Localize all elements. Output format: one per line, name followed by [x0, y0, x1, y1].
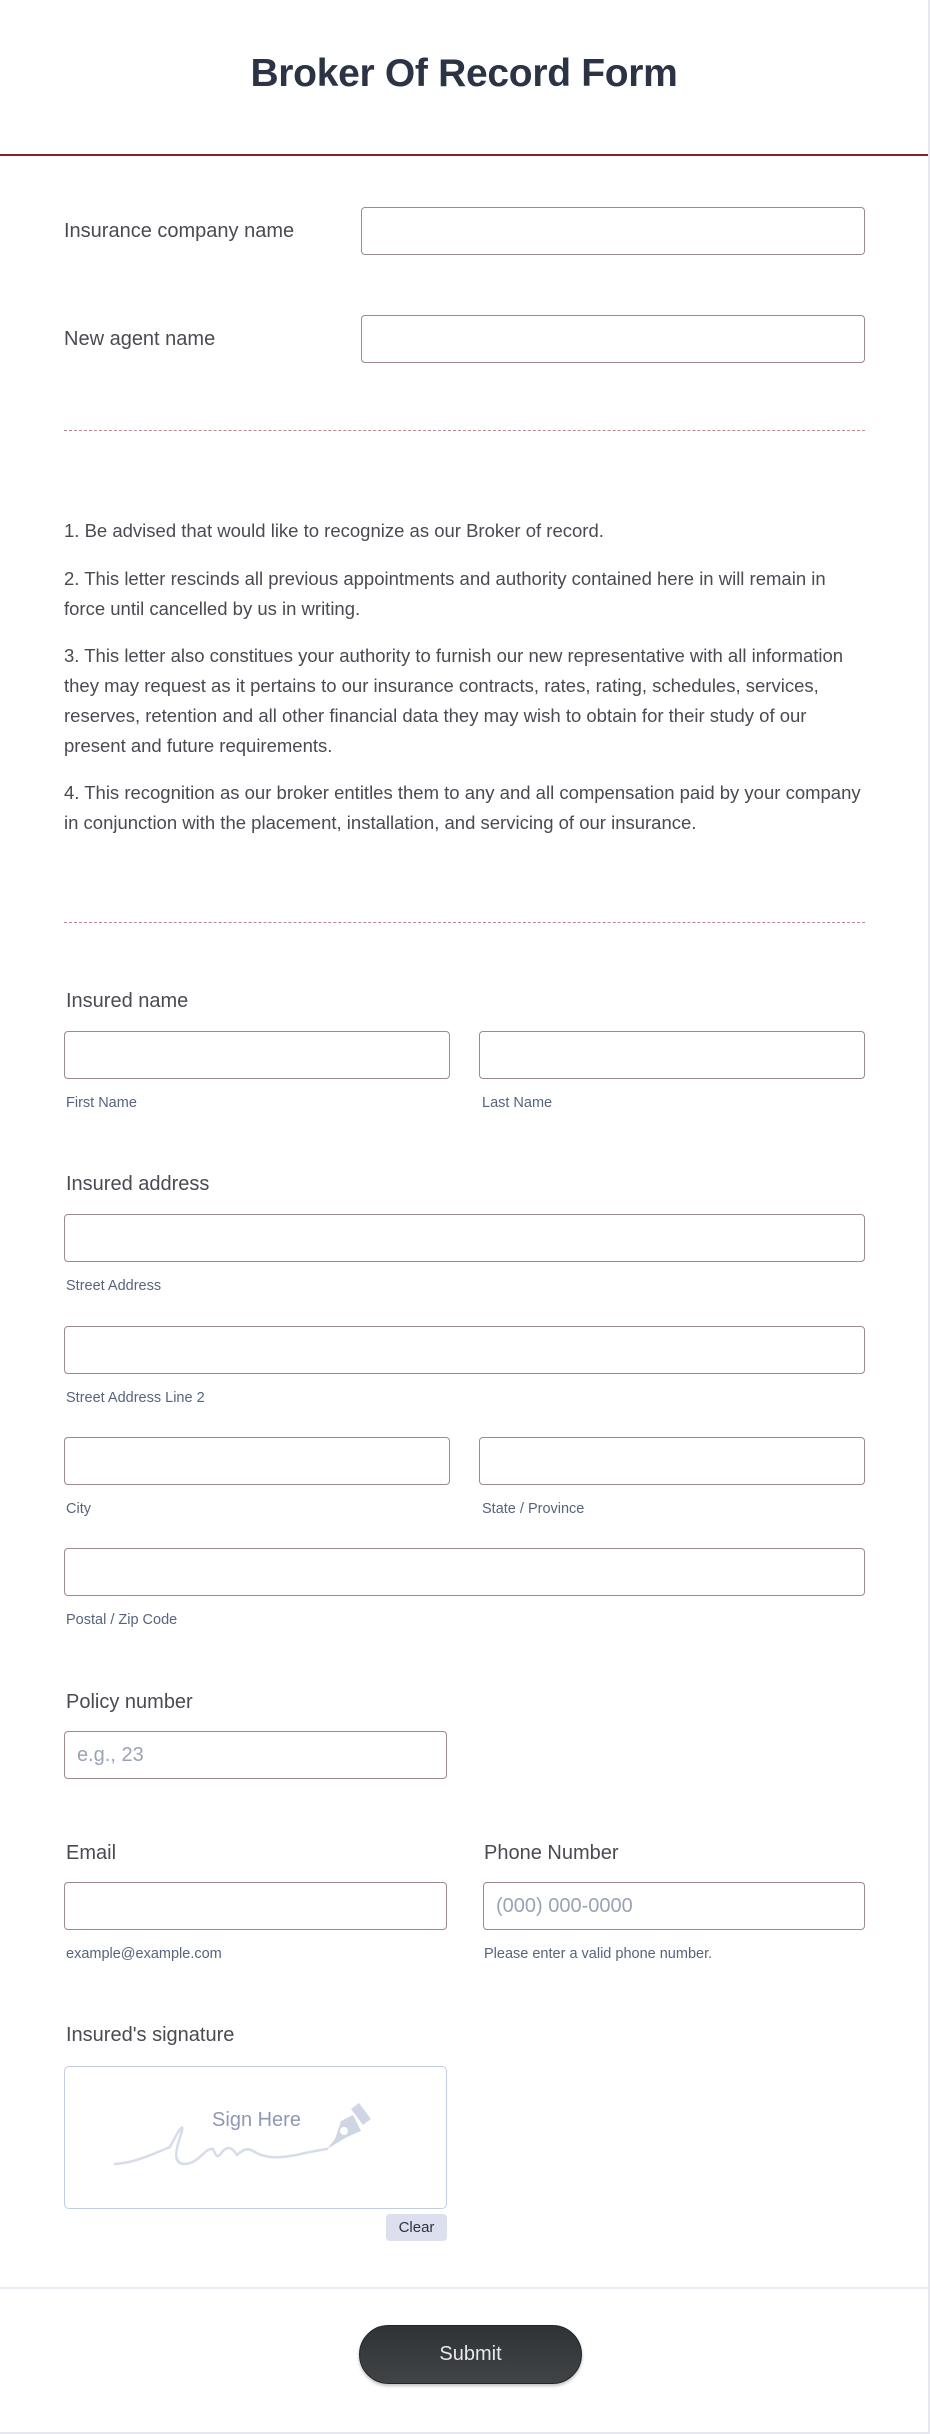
new-agent-name-input[interactable]: [361, 315, 865, 363]
postal-code-sublabel: Postal / Zip Code: [66, 1612, 178, 1628]
footer-divider: [0, 2287, 928, 2289]
email-sublabel: example@example.com: [66, 1946, 222, 1962]
signature-label: Insured's signature: [66, 2024, 235, 2046]
state-province-sublabel: State / Province: [482, 1501, 585, 1517]
street-address-input[interactable]: [64, 1214, 865, 1262]
first-name-sublabel: First Name: [66, 1095, 137, 1111]
clear-signature-button[interactable]: Clear: [386, 2214, 447, 2241]
street-address-line2-input[interactable]: [64, 1326, 865, 1374]
first-name-input[interactable]: [64, 1031, 450, 1079]
last-name-sublabel: Last Name: [482, 1095, 553, 1111]
city-sublabel: City: [66, 1501, 91, 1517]
form-title: Broker Of Record Form: [250, 52, 678, 95]
section-divider: [64, 922, 865, 923]
email-label: Email: [66, 1842, 117, 1864]
paragraph-4: 4. This recognition as our broker entitles them to any and all compensation paid by your company in conjunction with the placement, installation, and servicing of our insurance.: [64, 782, 861, 833]
form-header: [0, 0, 928, 156]
paragraph-2: 2. This letter rescinds all previous appointments and authority contained here in will remain in force until cancelled by us in writing.: [64, 568, 826, 619]
phone-number-label: Phone Number: [484, 1842, 619, 1864]
email-input[interactable]: [64, 1882, 447, 1930]
insurance-company-name-label: Insurance company name: [64, 220, 295, 242]
state-province-input[interactable]: [479, 1437, 865, 1485]
signature-pen-icon: [65, 2067, 448, 2210]
policy-number-label: Policy number: [66, 1691, 193, 1713]
last-name-input[interactable]: [479, 1031, 865, 1079]
sign-here-prompt: Sign Here: [212, 2109, 301, 2131]
policy-number-input[interactable]: [64, 1731, 447, 1779]
section-divider: [64, 430, 865, 431]
phone-number-input[interactable]: [483, 1882, 865, 1930]
insurance-company-name-input[interactable]: [361, 207, 865, 255]
submit-button[interactable]: Submit: [359, 2325, 582, 2384]
postal-code-input[interactable]: [64, 1548, 865, 1596]
signature-pad[interactable]: [64, 2066, 447, 2209]
insured-name-label: Insured name: [66, 990, 189, 1012]
city-input[interactable]: [64, 1437, 450, 1485]
paragraph-1: 1. Be advised that would like to recognize as our Broker of record.: [64, 520, 604, 541]
phone-number-sublabel: Please enter a valid phone number.: [484, 1946, 713, 1962]
street-address-sublabel: Street Address: [66, 1278, 162, 1294]
street-address-line2-sublabel: Street Address Line 2: [66, 1390, 205, 1406]
new-agent-name-label: New agent name: [64, 328, 216, 350]
paragraph-3: 3. This letter also constitues your authority to furnish our new representative with all information they may request as it pertains to our insurance contracts, rates, rating, schedules, services, reserves, retention and all other financial data they may wish to obtain for their study of our present and future requirements.: [64, 645, 844, 756]
insured-address-label: Insured address: [66, 1173, 210, 1195]
